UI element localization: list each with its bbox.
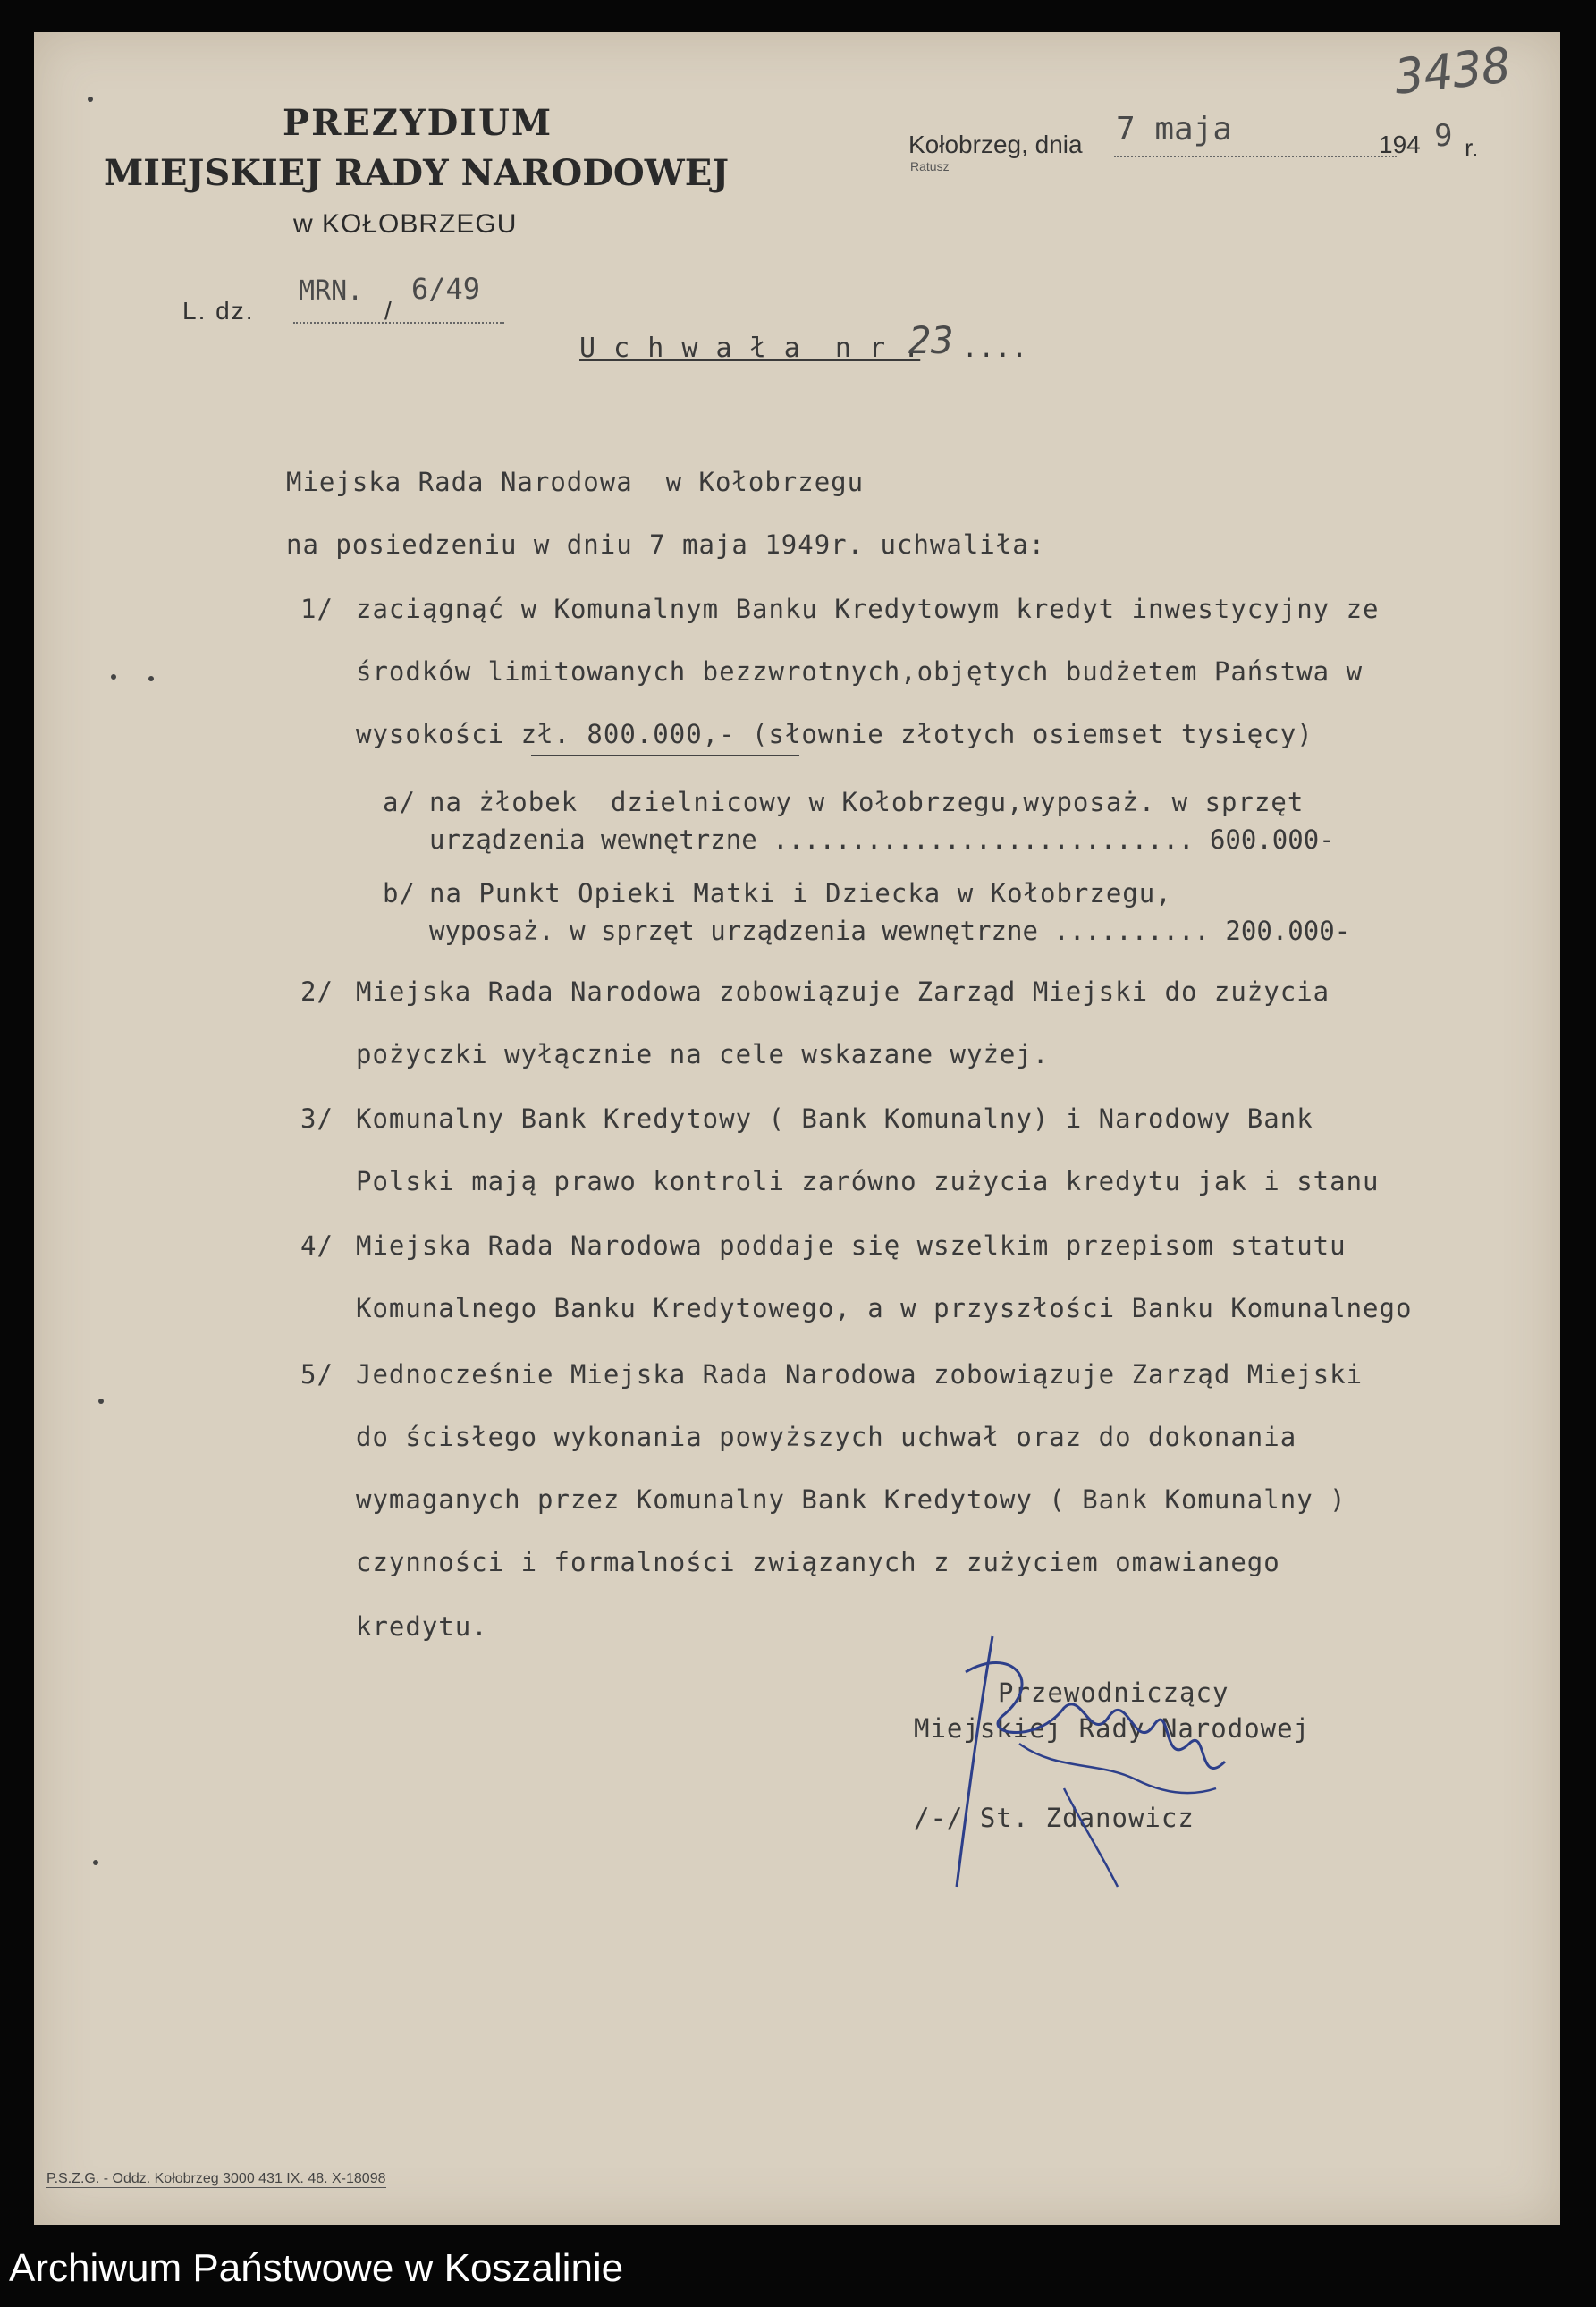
subitem-b-line1: na Punkt Opieki Matki i Dziecka w Kołobrzegu, (429, 878, 1172, 908)
margin-mark (111, 674, 116, 680)
item-5-line5: kredytu. (356, 1611, 488, 1642)
header-title: PREZYDIUM (283, 102, 553, 144)
header-subtitle: MIEJSKIEJ RADY NARODOWEJ (104, 152, 730, 194)
signature-title: Przewodniczący (998, 1677, 1229, 1708)
place-date-year-digit: 9 (1434, 118, 1453, 154)
item-3-line1: Komunalny Bank Kredytowy ( Bank Komunalny) i Narodowy Bank (356, 1103, 1313, 1134)
archive-number: 3438 (1392, 37, 1514, 106)
place-date-prefix: Kołobrzeg, dnia (908, 131, 1083, 158)
item-1-line1: zaciągnąć w Komunalnym Banku Kredytowym kredyt inwestycyjny ze (356, 594, 1380, 624)
margin-mark (148, 676, 154, 681)
item-5-num: 5/ (300, 1359, 334, 1390)
subitem-b-line2: wyposaż. w sprzęt urządzenia wewnętrzne .......... 200.000- (429, 916, 1351, 946)
amount-underline (531, 755, 799, 756)
item-2-line2: pożyczki wyłącznie na cele wskazane wyżej. (356, 1039, 1050, 1069)
resolution-title: U c h w a ł a n r . (579, 333, 921, 364)
subitem-a-label: a/ (383, 787, 416, 817)
subitem-b-label: b/ (383, 878, 416, 908)
archive-caption: Archiwum Państwowe w Koszalinie (9, 2246, 624, 2290)
ref-slash: / (384, 297, 392, 325)
place-date-year: 194 (1379, 131, 1421, 158)
item-1-num: 1/ (300, 594, 334, 624)
item-4-line1: Miejska Rada Narodowa poddaje się wszelkim przepisom statutu (356, 1230, 1347, 1261)
archive-caption-bar (0, 2235, 1596, 2307)
item-1-line3: wysokości zł. 800.000,- (słownie złotych osiemset tysięcy) (356, 719, 1313, 749)
resolution-number: 23 (908, 318, 954, 362)
subitem-a-line2: urządzenia wewnętrzne ........................... 600.000- (429, 824, 1335, 855)
signature-council: Miejskiej Rady Narodowej (914, 1713, 1311, 1744)
resolution-dots: .... (962, 333, 1028, 363)
item-5-line2: do ścisłego wykonania powyższych uchwał oraz do dokonania (356, 1422, 1297, 1452)
document-page (34, 32, 1560, 2225)
item-2-line1: Miejska Rada Narodowa zobowiązuje Zarząd Miejski do zużycia (356, 976, 1330, 1007)
place-date-sub: Ratusz (910, 159, 950, 173)
ref-value: MRN. (299, 275, 364, 307)
item-1-line2: środków limitowanych bezzwrotnych,objętych budżetem Państwa w (356, 656, 1364, 687)
header-city: w KOŁOBRZEGU (293, 209, 518, 239)
margin-mark (88, 97, 93, 102)
item-4-line2: Komunalnego Banku Kredytowego, a w przyszłości Banku Komunalnego (356, 1293, 1413, 1323)
body-line2: na posiedzeniu w dniu 7 maja 1949r. uchwaliła: (286, 529, 1046, 560)
signature-name: /-/ St. Zdanowicz (914, 1803, 1195, 1833)
place-date-suffix: r. (1465, 134, 1479, 162)
place-date-dayline (1114, 156, 1397, 157)
item-2-num: 2/ (300, 976, 334, 1007)
ref-underline (293, 322, 504, 324)
item-5-line4: czynności i formalności związanych z zużyciem omawianego (356, 1547, 1280, 1577)
item-4-num: 4/ (300, 1230, 334, 1261)
item-3-num: 3/ (300, 1103, 334, 1134)
ref-label: L. dz. (182, 297, 255, 325)
body-line1: Miejska Rada Narodowa w Kołobrzegu (286, 467, 865, 497)
item-5-line1: Jednocześnie Miejska Rada Narodowa zobowiązuje Zarząd Miejski (356, 1359, 1364, 1390)
item-5-line3: wymaganych przez Komunalny Bank Kredytowy ( Bank Komunalny ) (356, 1484, 1347, 1515)
ref-number: 6/49 (411, 272, 481, 306)
subitem-a-line1: na żłobek dzielnicowy w Kołobrzegu,wyposaż. w sprzęt (429, 787, 1305, 817)
margin-mark (93, 1860, 98, 1865)
place-date-day-month: 7 maja (1116, 111, 1233, 148)
item-3-line2: Polski mają prawo kontroli zarówno zużycia kredytu jak i stanu (356, 1166, 1380, 1196)
print-footer: P.S.Z.G. - Oddz. Kołobrzeg 3000 431 IX. 48. X-18098 (46, 2171, 386, 2186)
handwritten-signature (930, 1618, 1270, 1914)
margin-mark (98, 1399, 104, 1404)
